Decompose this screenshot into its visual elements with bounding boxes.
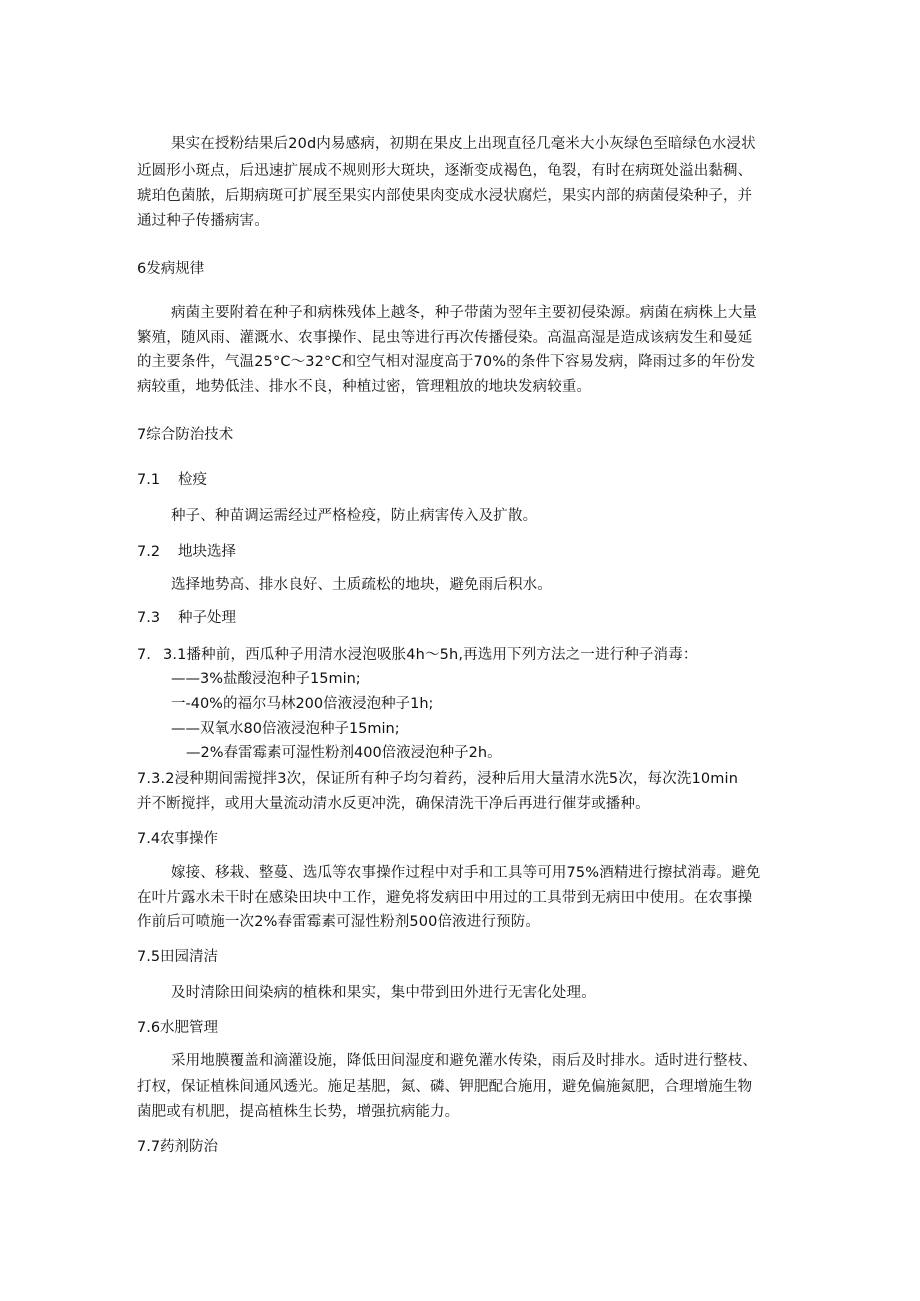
paragraph-line: 打杈，保证植株间通风透光。施足基肥，氮、磷、钾肥配合施用，避免偏施氮肥，合理增施生物: [137, 1079, 753, 1095]
list-item: —2%春雷霉素可湿性粉剂400倍液浸泡种子2h。: [186, 745, 502, 761]
paragraph-line: 病菌主要附着在种子和病株残体上越冬，种子带菌为翌年主要初侵染源。病菌在病株上大量: [171, 305, 757, 321]
paragraph-line: 病较重，地势低洼、排水不良，种植过密，管理粗放的地块发病较重。: [137, 379, 592, 395]
clause-prefix-7-3-1: 7.: [137, 647, 151, 663]
section-heading-6: 6发病规律: [137, 261, 205, 277]
paragraph-line: 作前后可喷施一次2%春雷霉素可湿性粉剂500倍液进行预防。: [137, 914, 541, 930]
subsection-heading-7-6: 7.6水肥管理: [137, 1020, 219, 1036]
list-item: ——双氧水80倍液浸泡种子15min;: [171, 721, 400, 737]
subsection-text-7-1: 种子、种苗调运需经过严格检疫，防止病害传入及扩散。: [171, 508, 538, 524]
subsection-heading-7-7: 7.7药剂防治: [137, 1139, 219, 1155]
paragraph-line: 通过种子传播病害。: [137, 213, 269, 229]
subsection-heading-7-5: 7.5田园清洁: [137, 949, 219, 965]
subsection-title-7-2: 地块选择: [178, 544, 236, 560]
paragraph-line: 果实在授粉结果后20d内易感病，初期在果皮上出现直径几毫米大小灰绿色至暗绿色水浸状: [171, 136, 756, 152]
paragraph-line: 繁殖，随风雨、灌溉水、农事操作、昆虫等进行再次传播侵染。高温高湿是造成该病发生和曼延: [137, 330, 753, 346]
subsection-number-7-3: 7.3: [137, 610, 161, 626]
subsection-title-7-3: 种子处理: [178, 610, 236, 626]
paragraph-line: 在叶片露水未干时在感染田块中工作，避免将发病田中用过的工具带到无病田中使用。在农事操: [137, 890, 753, 906]
subsection-text-7-2: 选择地势高、排水良好、土质疏松的地块，避免雨后积水。: [171, 577, 552, 593]
paragraph-line: 采用地膜覆盖和滴灌设施，降低田间湿度和避免灌水传染，雨后及时排水。适时进行整枝、: [171, 1053, 757, 1069]
list-item: ——3%盐酸浸泡种子15min;: [171, 671, 361, 687]
subsection-heading-7-4: 7.4农事操作: [137, 831, 219, 847]
subsection-title-7-1: 检疫: [178, 472, 207, 488]
section-heading-7: 7综合防治技术: [137, 427, 234, 443]
paragraph-line: 嫁接、移栽、整蔓、选瓜等农事操作过程中对手和工具等可用75%酒精进行擦拭消毒。避免: [171, 865, 761, 881]
subsection-text-7-5: 及时清除田间染病的植株和果实，集中带到田外进行无害化处理。: [171, 985, 596, 1001]
paragraph-line: 菌肥或有机肥，提高植株生长势，增强抗病能力。: [137, 1104, 460, 1120]
paragraph-line: 并不断搅拌，或用大量流动清水反更冲洗，确保清洗干净后再进行催芽或播种。: [137, 796, 650, 812]
paragraph-line: 琥珀色菌脓，后期病斑可扩展至果实内部使果肉变成水浸状腐烂，果实内部的病菌侵染种子，并: [137, 188, 753, 204]
clause-text-7-3-1: 3.1播种前，西瓜种子用清水浸泡吸胀4h～5h,再选用下列方法之一进行种子消毒：: [163, 647, 698, 663]
paragraph-line: 近圆形小斑点，后迅速扩展成不规则形大斑块，逐渐变成褐色，龟裂，有时在病斑处溢出黏稠、: [137, 163, 753, 179]
paragraph-line: 7.3.2浸种期间需搅拌3次，保证所有种子均匀着药，浸种后用大量清水洗5次，每次洗10min: [137, 771, 739, 787]
paragraph-line: 的主要条件，气温25°C～32°C和空气相对湿度高于70%的条件下容易发病，降雨过多的年份发: [137, 354, 756, 370]
list-item: 一-40%的福尔马林200倍液浸泡种子1h;: [171, 696, 434, 712]
subsection-number-7-1: 7.1: [137, 472, 161, 488]
subsection-number-7-2: 7.2: [137, 544, 161, 560]
